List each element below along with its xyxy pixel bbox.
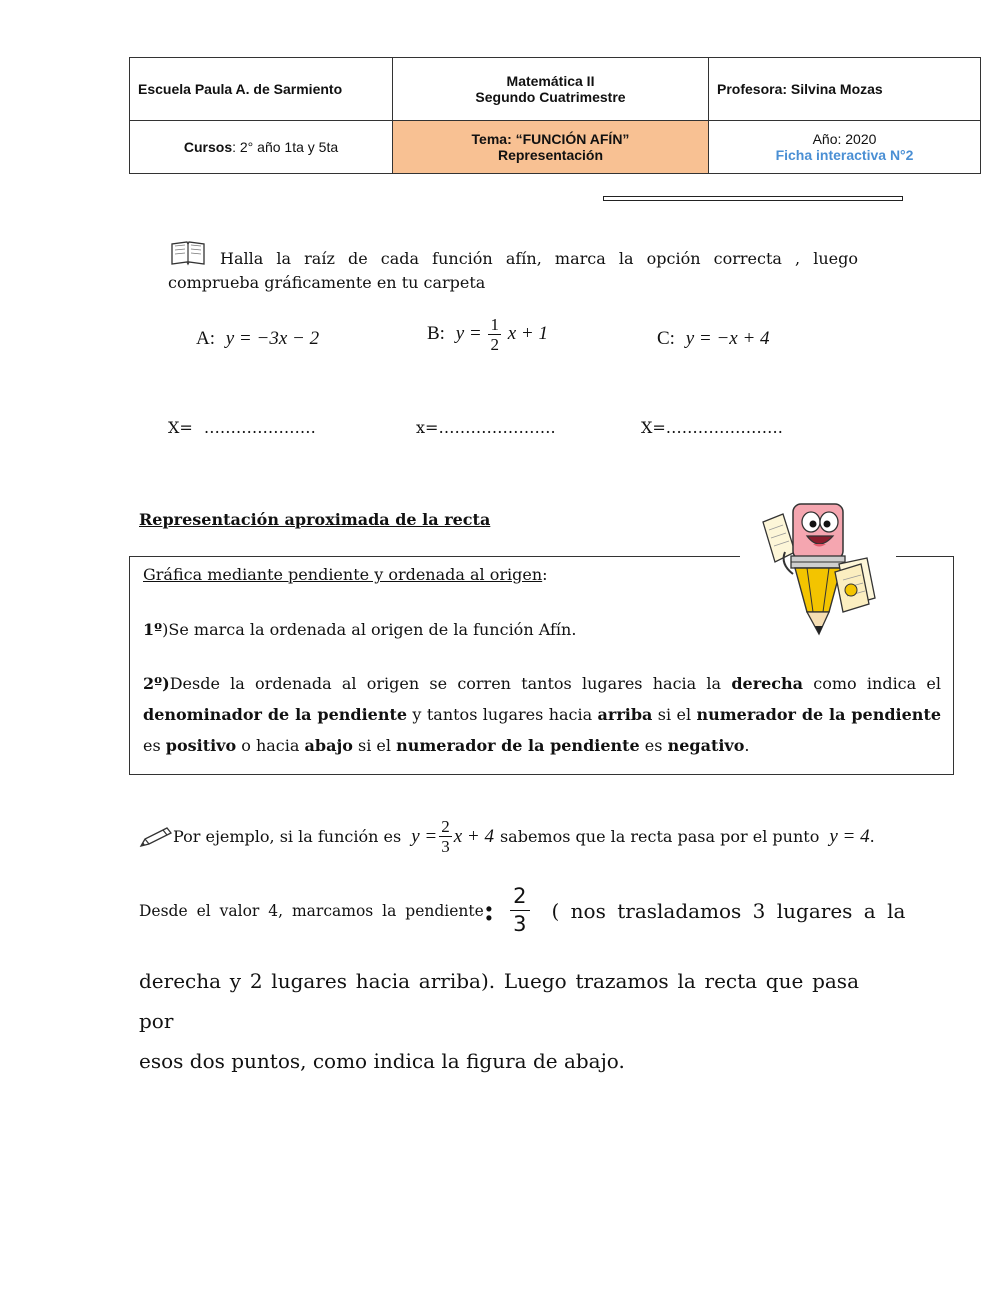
slope-fraction xyxy=(510,886,529,935)
courses-cell xyxy=(130,121,393,174)
step-2-bold: positivo xyxy=(165,736,237,755)
step-1 xyxy=(143,618,576,642)
section-title: Representación aproximada de la recta xyxy=(139,510,491,529)
example-func-num: 2 xyxy=(441,817,450,836)
example-end: . xyxy=(869,827,875,846)
answer-b-label: x= xyxy=(416,418,439,437)
example-func-suffix: x + 4 xyxy=(453,825,494,847)
step-2-number: 2º) xyxy=(143,674,170,693)
slope-num: 2 xyxy=(510,886,529,911)
example-conclusion xyxy=(139,961,859,1081)
answer-a[interactable] xyxy=(168,416,316,440)
school-name: Escuela Paula A. de Sarmiento xyxy=(130,58,393,121)
step-2-bold: numerador de la pendiente xyxy=(696,705,942,724)
answer-c[interactable] xyxy=(641,416,783,440)
example-fraction xyxy=(439,818,452,855)
slope-line-rest: ( nos trasladamos 3 lugares a la xyxy=(551,898,906,923)
function-c xyxy=(657,328,770,350)
subject-cell xyxy=(393,58,709,121)
step-2-bold: negativo xyxy=(667,736,745,755)
step-2-text: . xyxy=(744,736,750,755)
example-middle: sabemos que la recta pasa por el punto xyxy=(499,827,820,846)
function-b xyxy=(427,316,548,353)
answer-c-label: X= xyxy=(641,418,666,437)
step-2-text: si el xyxy=(352,736,397,755)
step-2-bold: derecha xyxy=(731,674,804,693)
answer-b-blank[interactable]: …………………. xyxy=(438,418,556,437)
name-input-box[interactable] xyxy=(603,196,903,201)
function-b-num: 1 xyxy=(490,315,499,334)
topic-line1: Tema: “FUNCIÓN AFÍN” xyxy=(471,131,630,147)
step-2-bold: arriba xyxy=(597,705,653,724)
slope-line-start: Desde el valor 4, marcamos la pendiente xyxy=(139,901,484,920)
function-a-label: A: xyxy=(196,328,215,349)
example-intro: Por ejemplo, si la función es xyxy=(173,827,402,846)
step-2 xyxy=(143,668,941,761)
step-1-text: )Se marca la ordenada al origen de la función Afín. xyxy=(162,620,577,639)
step-2-text: o hacia xyxy=(236,736,305,755)
method-title: Gráfica mediante pendiente y ordenada al origen: xyxy=(143,565,548,584)
step-2-bold: abajo xyxy=(304,736,353,755)
worksheet-title: Ficha interactiva N°2 xyxy=(775,147,914,163)
pencil-mascot-icon xyxy=(755,494,885,640)
example-line3: derecha y 2 lugares hacia arriba). Luego trazamos la recta que pasa por xyxy=(139,969,859,1033)
function-b-prefix: y = xyxy=(455,322,482,344)
example-line4: esos dos puntos, como indica la figura de abajo. xyxy=(139,1049,625,1073)
courses-label: Cursos xyxy=(183,139,233,155)
method-title-text: Gráfica mediante pendiente y ordenada al origen xyxy=(143,565,543,584)
function-c-label: C: xyxy=(657,328,675,349)
year-cell xyxy=(709,121,981,174)
courses-value: : 2° año 1ta y 5ta xyxy=(232,139,339,155)
slope-den: 3 xyxy=(513,912,527,936)
topic-line2: Representación xyxy=(497,147,604,163)
step-2-text: si el xyxy=(652,705,697,724)
step-2-bold: numerador de la pendiente xyxy=(396,736,640,755)
function-a xyxy=(196,328,319,350)
step-2-text: como indica el xyxy=(803,674,941,693)
exercise-instruction: Halla la raíz de cada función afín, marca la opción correcta , luego comprueba gráficamente en tu carpeta xyxy=(168,249,858,292)
example-line xyxy=(173,818,875,855)
function-a-expr: y = −3x − 2 xyxy=(225,328,320,349)
step-2-text: y tantos lugares hacia xyxy=(407,705,598,724)
step-1-number: 1º xyxy=(143,620,163,639)
function-b-suffix: x + 1 xyxy=(507,322,548,344)
slope-line xyxy=(139,886,905,935)
year: Año: 2020 xyxy=(812,131,877,147)
answer-b[interactable] xyxy=(416,416,556,440)
example-point: y = 4 xyxy=(829,825,870,847)
step-2-text: es xyxy=(143,736,166,755)
function-b-den: 2 xyxy=(490,335,499,354)
pencil-icon xyxy=(139,826,173,852)
header-table xyxy=(129,57,981,174)
teacher-name: Profesora: Silvina Mozas xyxy=(709,58,981,121)
function-b-label: B: xyxy=(427,322,445,344)
topic-cell xyxy=(393,121,709,174)
answer-c-blank[interactable]: …………………. xyxy=(665,418,783,437)
example-func-prefix: y = xyxy=(411,825,438,847)
step-2-text: es xyxy=(639,736,668,755)
function-c-expr: y = −x + 4 xyxy=(685,328,770,349)
step-2-bold: denominador de la pendiente xyxy=(143,705,408,724)
subject-line1: Matemática II xyxy=(506,73,595,89)
subject-line2: Segundo Cuatrimestre xyxy=(475,89,626,105)
answer-a-blank[interactable]: ………………… xyxy=(203,418,316,437)
function-b-fraction xyxy=(488,316,501,353)
slope-colon: : xyxy=(483,894,495,927)
example-func-den: 3 xyxy=(441,837,450,856)
answer-a-label: X= xyxy=(168,418,193,437)
step-2-text: Desde la ordenada al origen se corren tantos lugares hacia la xyxy=(169,674,732,693)
